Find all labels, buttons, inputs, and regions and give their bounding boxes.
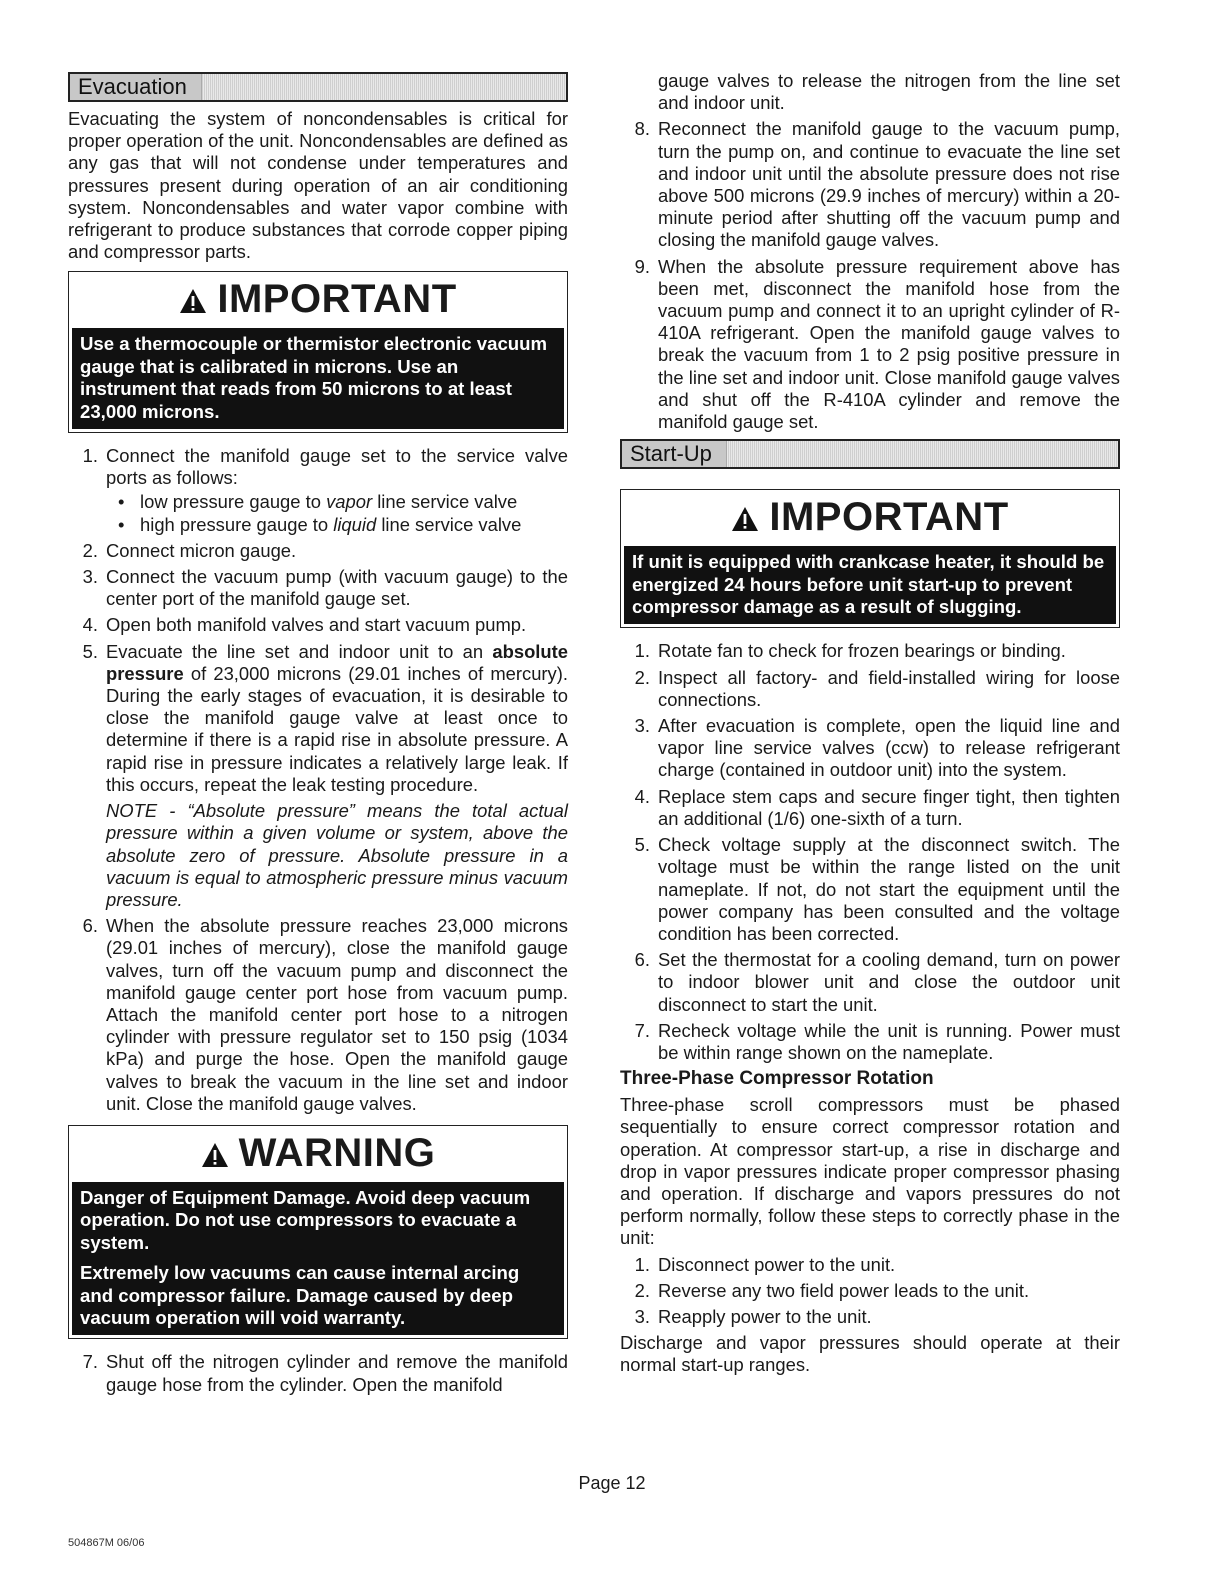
- step-number: 6.: [82, 915, 98, 937]
- step-text: Reconnect the manifold gauge to the vacuum pump, turn the pump on, and continue to evacuate the line set and indoor unit until the absolute pressure does not rise above 500 microns (29.9 inches of mercury) within a 20-minute period after shutting off the vacuum pump and closing the manifold gauge valves.: [658, 118, 1120, 251]
- important-body: If unit is equipped with crankcase heater, it should be energized 24 hours before unit start-up to prevent compressor damage as a result of slugging.: [624, 546, 1116, 624]
- warning-callout-deep-vacuum: [68, 1125, 568, 1339]
- evacuation-steps-continued: [68, 1351, 568, 1395]
- right-column: [620, 70, 1120, 1381]
- page-number: Page 12: [578, 1473, 646, 1493]
- important-callout-crankcase: [620, 489, 1120, 628]
- bullet-icon: •: [118, 491, 125, 513]
- list-item: [620, 640, 1120, 662]
- absolute-pressure-note: NOTE - “Absolute pressure” means the total actual pressure within a given volume or system, above the absolute zero of pressure. Absolute pressure in a vacuum is equal to atmospheric pressure minus vacuum pressure.: [106, 800, 568, 910]
- list-item: [68, 540, 568, 562]
- bullet-emphasis: vapor: [326, 491, 373, 513]
- sub-bullets: [106, 491, 568, 535]
- step-number: 3.: [82, 566, 98, 588]
- important-callout-vacuum-gauge: [68, 271, 568, 433]
- warning-triangle-icon: [201, 1132, 229, 1178]
- section-title-startup: Start-Up: [622, 441, 727, 467]
- list-item: [68, 641, 568, 911]
- step-text: Reapply power to the unit.: [658, 1305, 872, 1327]
- list-item: [620, 834, 1120, 945]
- left-column: [68, 72, 568, 1400]
- bullet-emphasis: liquid: [333, 513, 377, 535]
- step-number: 9.: [634, 255, 650, 277]
- warning-triangle-icon: [731, 496, 759, 542]
- step-text: When the absolute pressure requirement above has been met, disconnect the manifold hose from the vacuum pump and connect it to an upright cylinder of R-410A refrigerant. Open the manifold gauge valves to break the vacuum from 1 to 2 psig positive pressure in the line set and indoor unit. Close manifold gauge valves and shut off the R-410A cylinder and remove the manifold gauge set.: [658, 255, 1120, 433]
- warning-heading: [69, 1126, 567, 1182]
- bullet-text-end: line service valve: [372, 491, 518, 513]
- step-number: 8.: [634, 118, 650, 140]
- warning-triangle-icon: [179, 278, 207, 324]
- three-phase-steps: [620, 1254, 1120, 1329]
- list-item: [620, 667, 1120, 711]
- evacuation-intro: Evacuating the system of noncondensables is critical for proper operation of the unit. Noncondensables are defined as any gas that will not condense under temperatures and pressures present during operation of an air conditioning system. Noncondensables and water vapor combine with refrigerant to produce substances that corrode copper piping and compressor parts.: [68, 108, 568, 263]
- warning-text-1: Danger of Equipment Damage. Avoid deep vacuum operation. Do not use compressors to evacuate a system.: [80, 1186, 531, 1253]
- step-number: 1.: [82, 445, 98, 467]
- startup-steps: [620, 640, 1120, 1064]
- evacuation-steps: [68, 445, 568, 1115]
- list-item: [620, 1280, 1120, 1302]
- section-header-evacuation: [68, 72, 568, 102]
- step-number: 1.: [634, 640, 650, 662]
- list-item: [620, 949, 1120, 1016]
- step-text: Recheck voltage while the unit is running. Power must be within range shown on the nameplate.: [658, 1019, 1120, 1063]
- important-heading: [69, 272, 567, 328]
- list-item: [620, 786, 1120, 830]
- bullet-text: low pressure gauge to: [140, 491, 327, 513]
- step-text: When the absolute pressure reaches 23,000 microns (29.01 inches of mercury), close the manifold gauge valves, turn off the vacuum pump and disconnect the manifold gauge center port hose from vacuum pump. Attach the manifold center port hose to a nitrogen cylinder with pressure regulator set to 150 psig (1034 kPa) and purge the hose. Open the manifold gauge valves to break the vacuum in the line set and indoor unit. Close the manifold gauge valves.: [106, 915, 568, 1114]
- list-item: [620, 715, 1120, 782]
- step-number: 4.: [82, 614, 98, 636]
- step-text: Replace stem caps and secure finger tight, then tighten an additional (1/6) one-sixth of a turn.: [658, 785, 1120, 829]
- step-number: 4.: [634, 785, 650, 807]
- bullet-text: high pressure gauge to: [140, 513, 334, 535]
- step-text-end: of 23,000 microns (29.01 inches of mercury). During the early stages of evacuation, it is desirable to close the manifold gauge valve at least once to determine if there is a rapid rise in absolute pressure. A rapid rise in pressure indicates a relatively large leak. If this occurs, repeat the leak testing procedure.: [106, 662, 568, 795]
- step-number: 5.: [82, 640, 98, 662]
- list-item: [620, 118, 1120, 251]
- important-heading-text: IMPORTANT: [769, 495, 1009, 540]
- step-text: Open both manifold valves and start vacuum pump.: [106, 614, 527, 636]
- list-item: [620, 1020, 1120, 1064]
- list-item: [620, 1254, 1120, 1276]
- section-title-evacuation: Evacuation: [70, 74, 202, 100]
- sub-bullet-item: [106, 514, 568, 536]
- important-body: Use a thermocouple or thermistor electronic vacuum gauge that is calibrated in microns. Use an instrument that reads from 50 microns to at least 23,000 microns.: [72, 328, 564, 429]
- three-phase-heading: Three-Phase Compressor Rotation: [620, 1068, 934, 1090]
- warning-heading-text: WARNING: [238, 1130, 436, 1175]
- step-text: Reverse any two field power leads to the unit.: [658, 1279, 1030, 1301]
- warning-text-2: Extremely low vacuums can cause internal arcing and compressor failure. Damage caused by deep vacuum operation will void warranty.: [80, 1262, 520, 1328]
- step-number: 2.: [634, 666, 650, 688]
- step-number: 1.: [634, 1253, 650, 1275]
- step-number: 6.: [634, 949, 650, 971]
- three-phase-closing: Discharge and vapor pressures should operate at their normal start-up ranges.: [620, 1332, 1120, 1376]
- step-text: Set the thermostat for a cooling demand, turn on power to indoor blower unit and close the outdoor unit disconnect to start the unit.: [658, 949, 1120, 1015]
- important-heading-text: IMPORTANT: [217, 277, 457, 322]
- step-text: After evacuation is complete, open the liquid line and vapor line service valves (ccw) to release refrigerant charge (contained in outdoor unit) into the system.: [658, 715, 1120, 781]
- step-text: Inspect all factory- and field-installed wiring for loose connections.: [658, 666, 1120, 710]
- step-number: 3.: [634, 1305, 650, 1327]
- three-phase-intro: Three-phase scroll compressors must be phased sequentially to ensure correct compressor rotation and operation. At compressor start-up, a rise in discharge and drop in vapor pressures indicate proper compressor phasing and operation. If discharge and vapors pressures do not perform normally, follow these steps to correctly phase in the unit:: [620, 1094, 1120, 1249]
- step-text: Rotate fan to check for frozen bearings or binding.: [658, 640, 1066, 662]
- step-text: Check voltage supply at the disconnect switch. The voltage must be within the range listed on the unit nameplate. If not, do not start the equipment until the power company has been consulted and the voltage condition has been corrected.: [658, 834, 1120, 944]
- evacuation-steps-right: [620, 118, 1120, 433]
- step-text: Disconnect power to the unit.: [658, 1253, 896, 1275]
- bullet-icon: •: [118, 513, 125, 535]
- list-item: [68, 566, 568, 610]
- step-7-continuation: gauge valves to release the nitrogen from the line set and indoor unit.: [658, 70, 1120, 114]
- step-text: Connect the vacuum pump (with vacuum gauge) to the center port of the manifold gauge set.: [106, 566, 568, 610]
- list-item: [68, 915, 568, 1115]
- step-number: 2.: [82, 539, 98, 561]
- list-item: [620, 1306, 1120, 1328]
- bullet-text-end: line service valve: [376, 513, 522, 535]
- list-item: [68, 445, 568, 536]
- step-number: 2.: [634, 1279, 650, 1301]
- section-header-startup: [620, 439, 1120, 469]
- sub-bullet-item: [106, 491, 568, 513]
- warning-body: [72, 1182, 564, 1335]
- step-text-bold: absolute pressure: [106, 640, 568, 684]
- step-number: 7.: [634, 1019, 650, 1041]
- document-code: 504867M 06/06: [68, 1537, 145, 1549]
- step-text: Connect the manifold gauge set to the service valve ports as follows:: [106, 445, 568, 489]
- step-number: 3.: [634, 715, 650, 737]
- list-item: [68, 1351, 568, 1395]
- step-text: Connect micron gauge.: [106, 539, 297, 561]
- step-text-visible: Shut off the nitrogen cylinder and remove the manifold gauge hose from the cylinder. Open the manifold: [106, 1351, 568, 1395]
- step-text-start: Evacuate the line set and indoor unit to an: [106, 640, 493, 662]
- step-number: 5.: [634, 834, 650, 856]
- list-item: [68, 614, 568, 636]
- step-number: 7.: [82, 1351, 98, 1373]
- list-item: [620, 256, 1120, 434]
- important-heading: [621, 490, 1119, 546]
